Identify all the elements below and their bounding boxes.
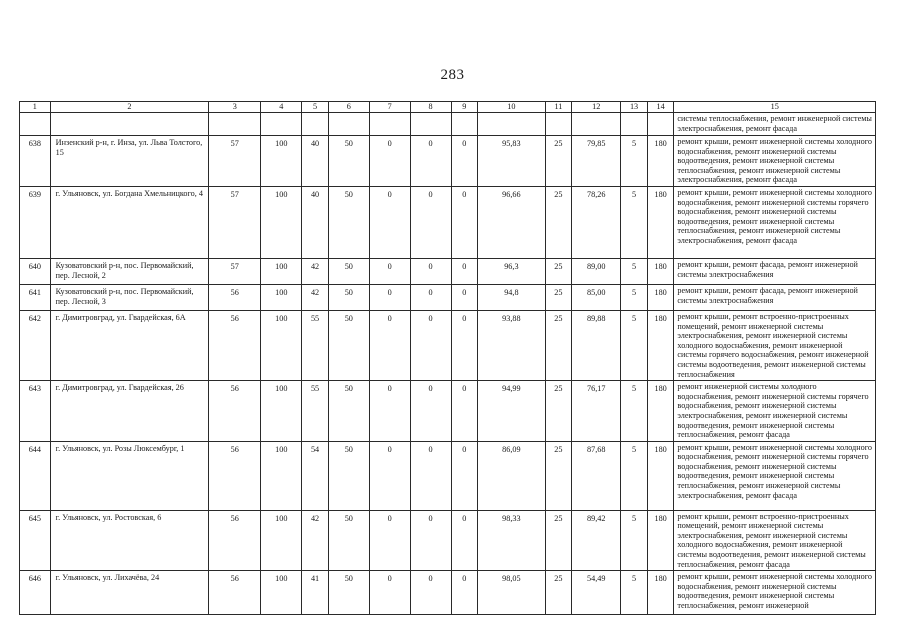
works-description: ремонт крыши, ремонт инженерной системы холодного водоснабжения, ремонт инженерной системы водоотведения, ремонт инженерной системы теплоснабжения, ремонт инженерной [674,571,876,615]
value-cell: 0 [451,310,478,380]
value-cell: 180 [647,310,674,380]
column-header: 4 [261,102,302,113]
value-cell: 50 [328,381,369,442]
works-description: ремонт инженерной системы холодного водоснабжения, ремонт инженерной системы горячего водоснабжения, ремонт инженерной системы электроснабжения, ремонт инженерной системы водоотведения, ремонт инженерной системы теплоснабжения, ремонт фасада [674,381,876,442]
works-description: системы теплоснабжения, ремонт инженерной системы электроснабжения, ремонт фасада [674,113,876,136]
column-header: 15 [674,102,876,113]
value-cell: 0 [369,186,410,258]
value-cell: 5 [621,510,648,571]
value-cell: 89,88 [572,310,621,380]
column-header: 2 [50,102,209,113]
row-number: 641 [20,284,51,310]
value-cell: 76,17 [572,381,621,442]
value-cell: 100 [261,381,302,442]
row-number: 642 [20,310,51,380]
value-cell: 25 [545,310,572,380]
value-cell: 0 [410,381,451,442]
value-cell: 56 [209,284,261,310]
value-cell: 0 [369,441,410,510]
works-description: ремонт крыши, ремонт инженерной системы холодного водоснабжения, ремонт инженерной системы горячего водоснабжения, ремонт инженерной системы водоотведения, ремонт инженерной системы теплоснабжения, ремонт инженерной системы электроснабжения, ремонт фасада [674,441,876,510]
value-cell: 50 [328,441,369,510]
row-number: 643 [20,381,51,442]
value-cell: 93,88 [478,310,545,380]
repair-program-table [19,101,876,615]
value-cell: 78,26 [572,186,621,258]
value-cell: 50 [328,258,369,284]
value-cell: 100 [261,136,302,187]
address-cell: г. Ульяновск, ул. Богдана Хмельницкого, 4 [50,186,209,258]
value-cell: 5 [621,136,648,187]
value-cell: 0 [369,136,410,187]
value-cell: 180 [647,510,674,571]
value-cell: 25 [545,258,572,284]
value-cell: 56 [209,441,261,510]
value-cell: 56 [209,310,261,380]
column-header: 14 [647,102,674,113]
value-cell: 57 [209,136,261,187]
value-cell: 95,83 [478,136,545,187]
value-cell: 25 [545,284,572,310]
page-number: 283 [440,67,465,83]
column-header: 5 [302,102,329,113]
value-cell: 40 [302,136,329,187]
value-cell: 180 [647,186,674,258]
value-cell: 25 [545,441,572,510]
address-cell: г. Ульяновск, ул. Розы Люксембург, 1 [50,441,209,510]
works-description: ремонт крыши, ремонт встроенно-пристроенных помещений, ремонт инженерной системы электроснабжения, ремонт инженерной системы холодного водоснабжения, ремонт инженерной системы горячего водоснабжения, ремонт инженерной системы водоотведения, ремонт инженерной системы теплоснабжения [674,310,876,380]
value-cell: 56 [209,381,261,442]
value-cell: 0 [410,310,451,380]
column-header: 11 [545,102,572,113]
address-cell: г. Димитровград, ул. Гвардейская, 6А [50,310,209,380]
value-cell: 98,05 [478,571,545,615]
value-cell: 50 [328,310,369,380]
value-cell: 0 [451,186,478,258]
address-cell: г. Ульяновск, ул. Ростовская, 6 [50,510,209,571]
value-cell: 0 [369,284,410,310]
row-number: 646 [20,571,51,615]
value-cell: 180 [647,258,674,284]
value-cell: 100 [261,284,302,310]
table-row [20,510,876,571]
table-row [20,571,876,615]
column-number-row [20,102,876,113]
value-cell: 180 [647,136,674,187]
value-cell: 100 [261,571,302,615]
value-cell: 50 [328,510,369,571]
value-cell: 0 [369,258,410,284]
value-cell: 5 [621,310,648,380]
row-number: 645 [20,510,51,571]
row-number: 640 [20,258,51,284]
value-cell: 25 [545,186,572,258]
value-cell: 0 [369,571,410,615]
value-cell: 0 [451,441,478,510]
value-cell: 5 [621,284,648,310]
table-row [20,381,876,442]
value-cell: 180 [647,284,674,310]
works-description: ремонт крыши, ремонт фасада, ремонт инженерной системы электроснабжения [674,284,876,310]
value-cell: 0 [451,571,478,615]
row-number: 639 [20,186,51,258]
value-cell: 42 [302,284,329,310]
value-cell: 25 [545,381,572,442]
column-header: 7 [369,102,410,113]
value-cell: 0 [410,284,451,310]
column-header: 3 [209,102,261,113]
table-row [20,136,876,187]
value-cell: 89,00 [572,258,621,284]
table-row [20,310,876,380]
works-description: ремонт крыши, ремонт инженерной системы холодного водоснабжения, ремонт инженерной системы водоотведения, ремонт инженерной системы теплоснабжения, ремонт инженерной системы электроснабжения, ремонт фасада [674,136,876,187]
value-cell: 55 [302,310,329,380]
value-cell: 0 [369,310,410,380]
value-cell: 94,99 [478,381,545,442]
value-cell: 56 [209,510,261,571]
column-header: 6 [328,102,369,113]
value-cell: 50 [328,136,369,187]
address-cell: г. Ульяновск, ул. Лихачёва, 24 [50,571,209,615]
value-cell: 5 [621,258,648,284]
value-cell: 50 [328,571,369,615]
value-cell: 96,3 [478,258,545,284]
value-cell: 0 [451,258,478,284]
value-cell: 0 [451,510,478,571]
column-header: 13 [621,102,648,113]
value-cell: 5 [621,571,648,615]
column-header: 12 [572,102,621,113]
value-cell: 100 [261,186,302,258]
value-cell: 5 [621,441,648,510]
value-cell: 42 [302,258,329,284]
value-cell: 0 [369,510,410,571]
value-cell: 40 [302,186,329,258]
column-header: 10 [478,102,545,113]
value-cell: 0 [451,381,478,442]
table-row [20,258,876,284]
value-cell: 180 [647,381,674,442]
value-cell: 41 [302,571,329,615]
row-number: 644 [20,441,51,510]
value-cell: 180 [647,441,674,510]
value-cell: 54 [302,441,329,510]
address-cell: Кузоватовский р-н, пос. Первомайский, пер. Лесной, 3 [50,284,209,310]
value-cell: 0 [410,441,451,510]
continuation-row [20,113,876,136]
value-cell: 85,00 [572,284,621,310]
value-cell: 25 [545,136,572,187]
works-description: ремонт крыши, ремонт инженерной системы холодного водоснабжения, ремонт инженерной системы горячего водоснабжения, ремонт инженерной системы водоотведения, ремонт инженерной системы теплоснабжения, ремонт инженерной системы электроснабжения, ремонт фасада [674,186,876,258]
value-cell: 5 [621,381,648,442]
value-cell: 5 [621,186,648,258]
table-row [20,441,876,510]
works-description: ремонт крыши, ремонт встроенно-пристроенных помещений, ремонт инженерной системы электроснабжения, ремонт инженерной системы холодного водоснабжения, ремонт инженерной системы водоотведения, ремонт инженерной системы теплоснабжения, ремонт фасада [674,510,876,571]
value-cell: 86,09 [478,441,545,510]
value-cell: 0 [410,186,451,258]
value-cell: 100 [261,258,302,284]
column-header: 9 [451,102,478,113]
row-number: 638 [20,136,51,187]
value-cell: 55 [302,381,329,442]
value-cell: 98,33 [478,510,545,571]
column-header: 1 [20,102,51,113]
address-cell: Кузоватовский р-н, пос. Первомайский, пер. Лесной, 2 [50,258,209,284]
value-cell: 100 [261,441,302,510]
value-cell: 89,42 [572,510,621,571]
address-cell: Инзенский р-н, г. Инза, ул. Льва Толстого, 15 [50,136,209,187]
value-cell: 42 [302,510,329,571]
value-cell: 25 [545,571,572,615]
value-cell: 0 [369,381,410,442]
value-cell: 180 [647,571,674,615]
value-cell: 56 [209,571,261,615]
value-cell: 100 [261,310,302,380]
value-cell: 79,85 [572,136,621,187]
value-cell: 87,68 [572,441,621,510]
value-cell: 0 [410,571,451,615]
table-row [20,284,876,310]
value-cell: 57 [209,186,261,258]
value-cell: 0 [451,284,478,310]
value-cell: 0 [410,510,451,571]
works-description: ремонт крыши, ремонт фасада, ремонт инженерной системы электроснабжения [674,258,876,284]
value-cell: 94,8 [478,284,545,310]
value-cell: 96,66 [478,186,545,258]
table-row [20,186,876,258]
value-cell: 50 [328,284,369,310]
value-cell: 0 [410,258,451,284]
value-cell: 0 [410,136,451,187]
address-cell: г. Димитровград, ул. Гвардейская, 26 [50,381,209,442]
value-cell: 0 [451,136,478,187]
value-cell: 100 [261,510,302,571]
value-cell: 57 [209,258,261,284]
value-cell: 50 [328,186,369,258]
value-cell: 54,49 [572,571,621,615]
value-cell: 25 [545,510,572,571]
column-header: 8 [410,102,451,113]
